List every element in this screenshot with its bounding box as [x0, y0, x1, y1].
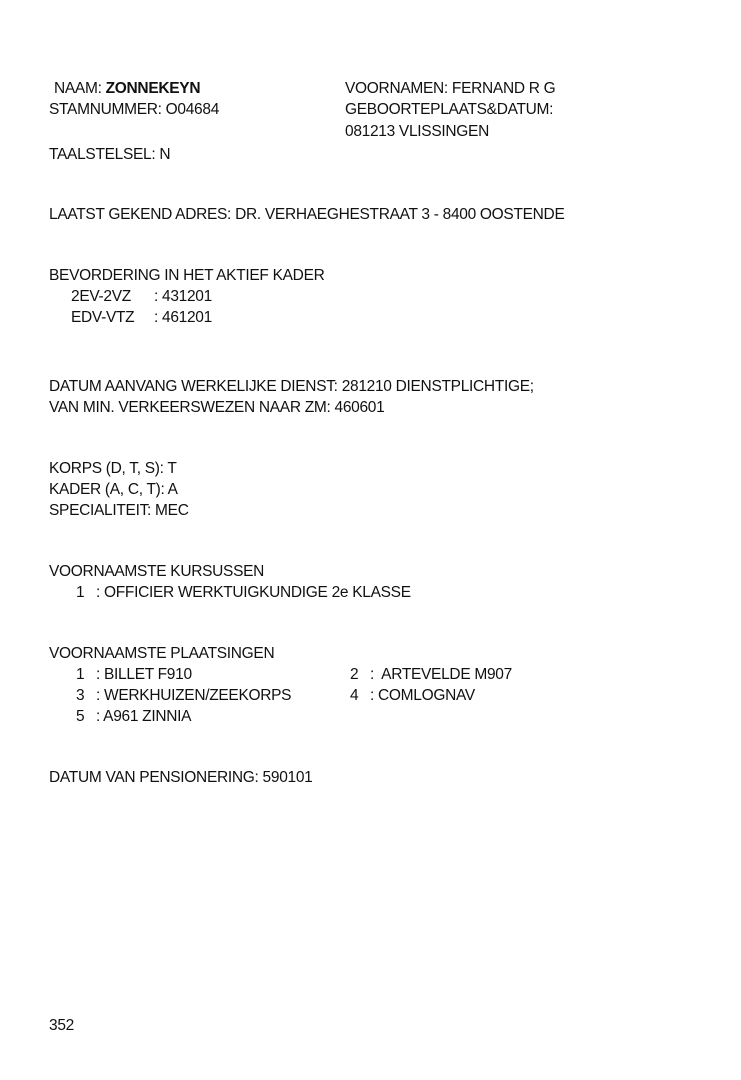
naam-label: NAAM:	[54, 80, 102, 97]
stamnummer: STAMNUMMER: O04684	[49, 101, 220, 118]
voornamen: VOORNAMEN: FERNAND R G	[345, 80, 556, 97]
bevordering-rank: 2EV-2VZ	[71, 288, 131, 305]
plaatsing-num: 1	[76, 666, 85, 683]
plaatsing-num: 4	[350, 687, 359, 704]
taalstelsel: TAALSTELSEL: N	[49, 146, 171, 163]
kader: KADER (A, C, T): A	[49, 481, 178, 498]
naam-value: ZONNEKEYN	[105, 80, 201, 97]
naam-line	[54, 79, 200, 99]
plaatsing-text: : BILLET F910	[96, 666, 192, 683]
kursus-text: : OFFICIER WERKTUIGKUNDIGE 2e KLASSE	[96, 584, 411, 601]
plaatsing-text: : A961 ZINNIA	[96, 708, 192, 725]
bevordering-rank: EDV-VTZ	[71, 309, 135, 326]
korps: KORPS (D, T, S): T	[49, 460, 177, 477]
bevordering-title: BEVORDERING IN HET AKTIEF KADER	[49, 267, 325, 284]
geboorte-value: 081213 VLISSINGEN	[345, 123, 489, 140]
adres: LAATST GEKEND ADRES: DR. VERHAEGHESTRAAT 3 - 8400 OOSTENDE	[49, 206, 565, 223]
plaatsing-num: 2	[350, 666, 359, 683]
page-number: 352	[49, 1017, 74, 1034]
plaatsing-text: : WERKHUIZEN/ZEEKORPS	[96, 687, 292, 704]
kursussen-title: VOORNAAMSTE KURSUSSEN	[49, 563, 265, 580]
plaatsingen-title: VOORNAAMSTE PLAATSINGEN	[49, 645, 275, 662]
specialiteit: SPECIALITEIT: MEC	[49, 502, 189, 519]
plaatsing-text: : ARTEVELDE M907	[370, 666, 512, 683]
pensionering: DATUM VAN PENSIONERING: 590101	[49, 769, 313, 786]
bevordering-date: : 461201	[154, 309, 212, 326]
kursus-num: 1	[76, 584, 85, 601]
plaatsing-text: : COMLOGNAV	[370, 687, 475, 704]
plaatsing-num: 5	[76, 708, 85, 725]
bevordering-date: : 431201	[154, 288, 212, 305]
dienst-line-2: VAN MIN. VERKEERSWEZEN NAAR ZM: 460601	[49, 399, 385, 416]
dienst-line-1: DATUM AANVANG WERKELIJKE DIENST: 281210 DIENSTPLICHTIGE;	[49, 378, 534, 395]
plaatsing-num: 3	[76, 687, 85, 704]
geboorte-label: GEBOORTEPLAATS&DATUM:	[345, 101, 554, 118]
